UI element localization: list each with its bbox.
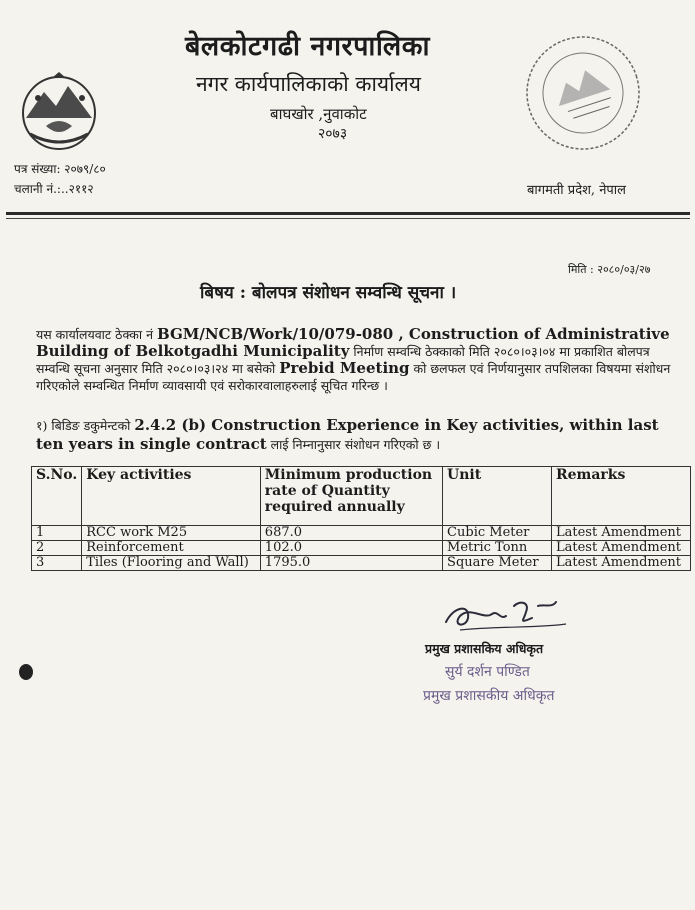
cell-sno: 1 xyxy=(32,526,82,541)
table-header-row xyxy=(32,467,691,526)
contract-number: BGM/NCB/Work/10/079-080 , Construction of Administrative Building of Belkotgadhi Municipality xyxy=(36,325,670,360)
cell-sno: 3 xyxy=(32,556,82,571)
notice-subject: बिषय : बोलपत्र संशोधन सम्वन्धि सूचना । xyxy=(200,283,457,303)
punch-hole xyxy=(19,664,33,680)
point-text-b: लाई निम्नानुसार संशोधन गरिएको छ । xyxy=(266,437,441,452)
cell-activity: Tiles (Flooring and Wall) xyxy=(82,556,261,571)
cell-unit: Cubic Meter xyxy=(443,526,552,541)
signatory-name-stamp: सुर्य दर्शन पण्डित xyxy=(445,664,530,680)
signatory-title-stamp: प्रमुख प्रशासकीय अधिकृत xyxy=(423,688,555,704)
clause-reference: 2.4.2 (b) Construction Experience in Key activities, within last ten years in single contract xyxy=(36,416,659,453)
province-name: बागमती प्रदेश, नेपाल xyxy=(527,183,626,198)
office-name: नगर कार्यपालिकाको कार्यालय xyxy=(196,72,421,96)
point-text-a: १) बिडिङ डकुमेन्टको xyxy=(36,418,135,433)
handwritten-signature xyxy=(440,596,580,636)
notice-date: मिति : २०८०/०३/२७ xyxy=(568,263,651,276)
letter-number: पत्र संख्या: २०७९/८० xyxy=(14,162,106,176)
established-year: २०७३ xyxy=(318,126,348,142)
cell-remarks: Latest Amendment xyxy=(551,556,690,571)
cell-unit: Metric Tonn xyxy=(443,541,552,556)
nepal-emblem-icon xyxy=(16,68,102,154)
office-address: बाघखोर ,नुवाकोट xyxy=(270,105,367,123)
key-activities-table xyxy=(31,466,691,571)
cell-rate: 102.0 xyxy=(260,541,442,556)
table-row xyxy=(32,541,691,556)
amendment-point xyxy=(36,416,681,454)
table-row xyxy=(32,526,691,541)
cell-unit: Square Meter xyxy=(443,556,552,571)
cell-activity: Reinforcement xyxy=(82,541,261,556)
header-divider xyxy=(6,212,690,215)
header-activity: Key activities xyxy=(82,467,261,526)
municipality-name: बेलकोटगढी नगरपालिका xyxy=(185,31,430,62)
cell-remarks: Latest Amendment xyxy=(551,541,690,556)
header-remarks: Remarks xyxy=(551,467,690,526)
para-text-b: निर्माण सम्वन्धि ठेक्काको मिति २०८०।०३।०४ मा प्रकाशित बोलपत्र सम्वन्धि सूचना अनुसार मिति २०८०।०३।२४ मा बसेको xyxy=(36,344,650,376)
cell-rate: 1795.0 xyxy=(260,556,442,571)
dispatch-number: चलानी नं.:..२११२ xyxy=(14,182,94,196)
office-stamp xyxy=(508,28,658,158)
prebid-meeting: Prebid Meeting xyxy=(279,359,410,377)
header-sno: S.No. xyxy=(32,467,82,526)
header-rate: Minimum production rate of Quantity required annually xyxy=(260,467,442,526)
cell-activity: RCC work M25 xyxy=(82,526,261,541)
notice-paragraph xyxy=(36,326,676,394)
signatory-designation: प्रमुख प्रशासकिय अधिकृत xyxy=(425,641,544,656)
para-text-a: यस कार्यालयवाट ठेक्का नं xyxy=(36,327,157,342)
header-divider-thin xyxy=(6,218,690,219)
para-text-c: को छलफल एवं निर्णयानुसार तपशिलका विषयमा संशोधन गरिएकोले सम्वन्धित निर्माण व्यावसायी एवं सरोकारवालाहरुलाई सूचित गरिन्छ । xyxy=(36,361,671,393)
cell-sno: 2 xyxy=(32,541,82,556)
cell-remarks: Latest Amendment xyxy=(551,526,690,541)
table-row xyxy=(32,556,691,571)
header-unit: Unit xyxy=(443,467,552,526)
cell-rate: 687.0 xyxy=(260,526,442,541)
